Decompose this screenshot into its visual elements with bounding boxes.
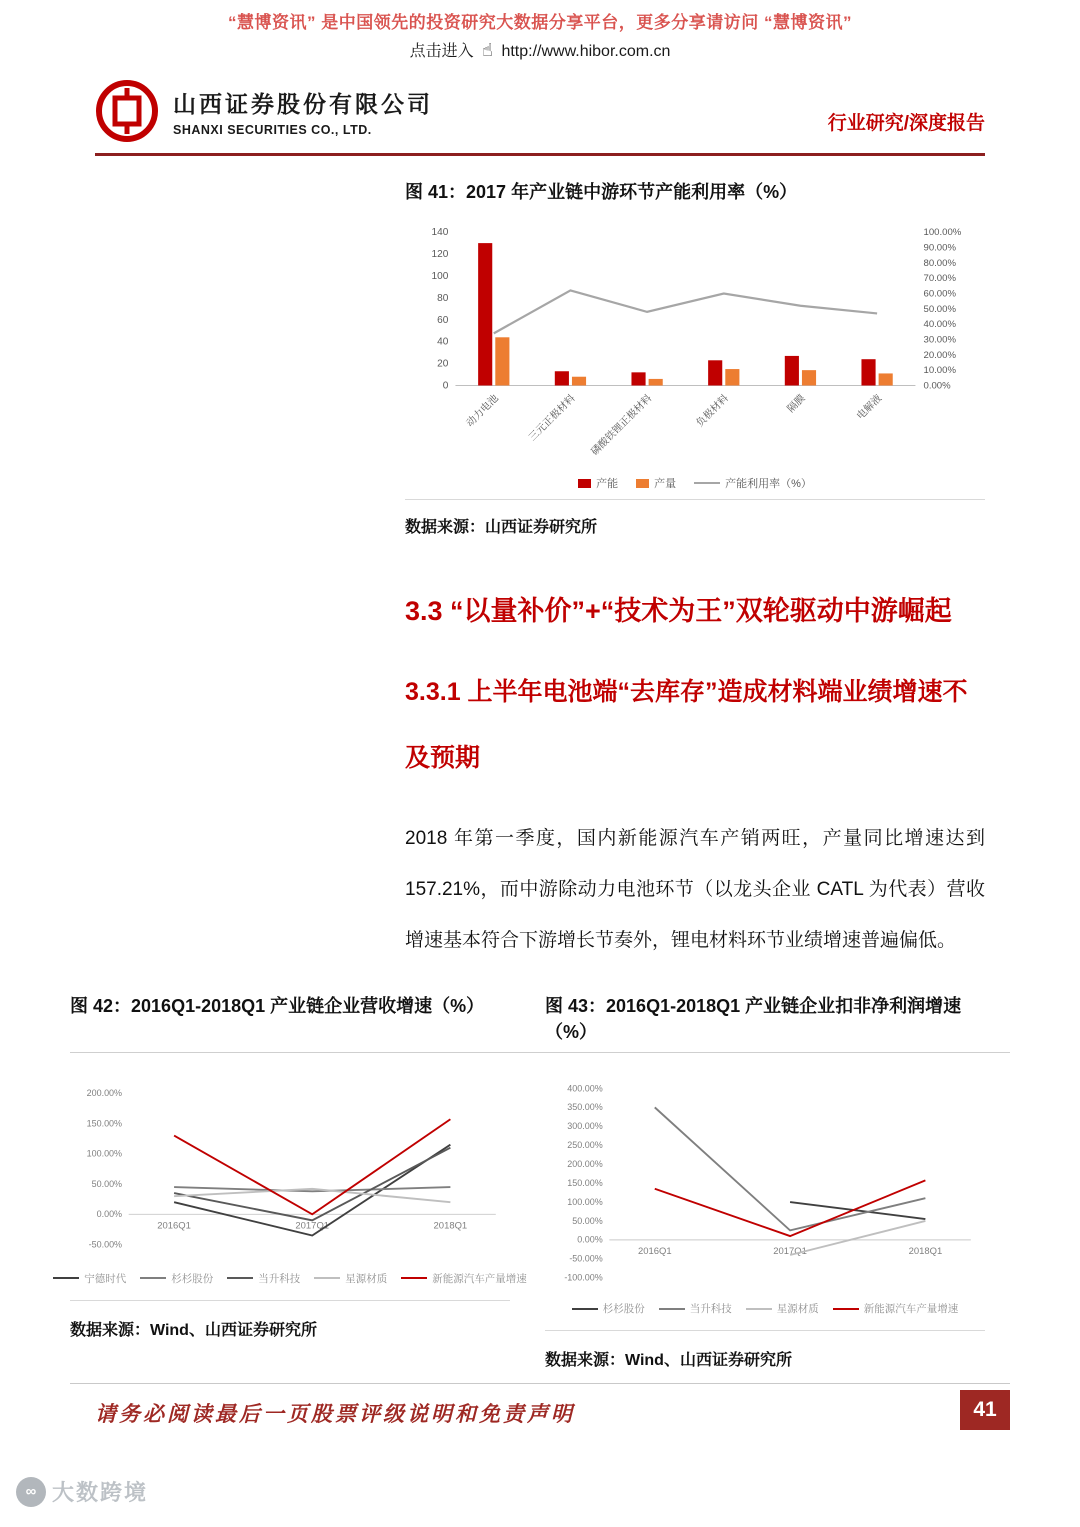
letterhead: [95, 79, 985, 143]
svg-text:0.00%: 0.00%: [577, 1234, 603, 1245]
legend-item: [314, 1271, 387, 1286]
svg-text:动力电池: 动力电池: [464, 392, 501, 430]
company-name-cn: 山西证券股份有限公司: [173, 90, 433, 117]
svg-text:90.00%: 90.00%: [923, 242, 957, 254]
figure-pair-block: [70, 992, 1010, 1370]
legend-label: 新能源汽车产量增速: [432, 1272, 527, 1285]
svg-text:2016Q1: 2016Q1: [637, 1246, 672, 1258]
figure-42-title: 图 42：2016Q1-2018Q1 产业链企业营收增速（%）: [70, 996, 485, 1017]
watermark-logo-icon: ∞: [16, 1477, 46, 1507]
fig43-legend: [545, 1301, 985, 1316]
legend-item: [53, 1271, 126, 1286]
figure-41-title: 图 41：2017 年产业链中游环节产能利用率（%）: [405, 182, 798, 202]
svg-text:100.00%: 100.00%: [567, 1197, 603, 1208]
svg-text:200.00%: 200.00%: [86, 1088, 123, 1099]
legend-label: 杉杉股份: [602, 1303, 645, 1316]
svg-text:负极材料: 负极材料: [694, 392, 731, 430]
legend-marker: [401, 1277, 427, 1279]
legend-item: [401, 1271, 527, 1286]
legend-item: [694, 475, 812, 491]
page-footer: [0, 1383, 1080, 1430]
legend-label: 当升科技: [258, 1272, 301, 1285]
legend-marker: [636, 479, 649, 488]
svg-text:50.00%: 50.00%: [572, 1215, 603, 1226]
figure-43-column: [545, 1079, 985, 1370]
svg-text:400.00%: 400.00%: [567, 1083, 603, 1094]
figure-41-block: [405, 178, 985, 537]
disclaimer-text: 请务必阅读最后一页股票评级说明和免责声明: [95, 1402, 575, 1426]
figure-pair-titles: [70, 992, 1010, 1052]
svg-text:100.00%: 100.00%: [86, 1148, 123, 1159]
legend-item: [578, 475, 618, 491]
figure-pair-charts: [70, 1052, 1010, 1370]
legend-label: 产量: [654, 478, 677, 491]
legend-item: [140, 1271, 213, 1286]
figure-42-source: 数据来源：Wind、山西证券研究所: [70, 1321, 317, 1339]
fig41-legend: [405, 475, 985, 491]
page-number-badge: 41: [960, 1390, 1010, 1430]
legend-item: [636, 475, 676, 491]
hibor-url-link[interactable]: http://www.hibor.com.cn: [501, 43, 671, 60]
svg-text:150.00%: 150.00%: [567, 1178, 603, 1189]
svg-text:80.00%: 80.00%: [923, 257, 957, 269]
legend-marker: [140, 1277, 166, 1279]
legend-label: 产能利用率（%）: [725, 478, 812, 491]
legend-label: 星源材质: [345, 1272, 388, 1285]
figure-42-chart-box: [70, 1079, 527, 1301]
promo-enter-label: 点击进入: [409, 43, 474, 60]
legend-label: 新能源汽车产量增速: [863, 1303, 959, 1316]
legend-marker: [833, 1308, 859, 1310]
svg-text:-50.00%: -50.00%: [88, 1239, 123, 1250]
svg-text:120: 120: [431, 249, 449, 261]
fig42-legend: [70, 1271, 527, 1286]
footer-inner: [70, 1383, 1010, 1430]
legend-marker: [694, 482, 720, 484]
figure-43-chart-box: [545, 1079, 985, 1331]
svg-text:50.00%: 50.00%: [91, 1179, 123, 1190]
figure-42-column: [70, 1079, 527, 1370]
svg-text:2016Q1: 2016Q1: [157, 1220, 191, 1232]
svg-text:60.00%: 60.00%: [923, 288, 957, 300]
figure-41-source: 数据来源：山西证券研究所: [405, 519, 598, 537]
legend-item: [659, 1301, 732, 1316]
svg-text:100.00%: 100.00%: [923, 227, 962, 239]
promo-banner: [0, 0, 1080, 61]
promo-line2: [0, 38, 1080, 61]
legend-marker: [578, 479, 591, 488]
figure-41-chart-box: [405, 214, 985, 500]
svg-text:0: 0: [442, 380, 449, 392]
svg-text:2018Q1: 2018Q1: [908, 1246, 943, 1258]
svg-text:电解液: 电解液: [855, 392, 885, 423]
report-type-label: 行业研究/深度报告: [827, 113, 985, 134]
legend-label: 星源材质: [776, 1303, 819, 1316]
watermark: [16, 1476, 148, 1507]
legend-item: [833, 1301, 959, 1316]
section-heading-3-3-1: 3.3.1 上半年电池端“去库存”造成材料端业绩增速不及预期: [405, 678, 968, 773]
figure-43-title: 图 43：2016Q1-2018Q1 产业链企业扣非净利润增速（%）: [545, 996, 962, 1043]
svg-text:10.00%: 10.00%: [923, 365, 957, 377]
svg-text:20.00%: 20.00%: [923, 349, 957, 361]
legend-marker: [746, 1308, 772, 1310]
svg-text:200.00%: 200.00%: [567, 1159, 603, 1170]
svg-text:三元正极材料: 三元正极材料: [527, 392, 578, 444]
svg-text:350.00%: 350.00%: [567, 1102, 603, 1113]
svg-text:150.00%: 150.00%: [86, 1118, 123, 1129]
svg-text:2018Q1: 2018Q1: [433, 1220, 468, 1232]
legend-marker: [572, 1308, 598, 1310]
svg-text:300.00%: 300.00%: [567, 1121, 603, 1132]
legend-label: 宁德时代: [84, 1272, 127, 1285]
legend-marker: [659, 1308, 685, 1310]
company-logo-icon: [95, 79, 159, 143]
fig42-line-chart: [70, 1079, 510, 1259]
svg-text:0.00%: 0.00%: [923, 380, 951, 392]
legend-marker: [314, 1277, 340, 1279]
svg-text:-100.00%: -100.00%: [564, 1272, 603, 1283]
svg-text:-50.00%: -50.00%: [569, 1253, 603, 1264]
svg-text:2017Q1: 2017Q1: [295, 1220, 330, 1232]
legend-label: 当升科技: [689, 1303, 732, 1316]
svg-text:0.00%: 0.00%: [96, 1209, 123, 1220]
svg-text:20: 20: [437, 358, 449, 370]
svg-text:40: 40: [437, 336, 449, 348]
svg-text:140: 140: [431, 227, 449, 239]
svg-text:40.00%: 40.00%: [923, 319, 957, 331]
svg-text:60: 60: [437, 314, 449, 326]
legend-marker: [53, 1277, 79, 1279]
legend-marker: [227, 1277, 253, 1279]
svg-text:80: 80: [437, 292, 449, 304]
section-heading-3-3: 3.3 “以量补价”+“技术为王”双轮驱动中游崛起: [405, 596, 952, 627]
legend-item: [227, 1271, 300, 1286]
fig43-line-chart: [545, 1079, 985, 1289]
header-rule: [95, 153, 985, 156]
svg-text:50.00%: 50.00%: [923, 303, 957, 315]
svg-text:2017Q1: 2017Q1: [773, 1246, 807, 1258]
svg-text:隔膜: 隔膜: [785, 392, 808, 415]
legend-label: 杉杉股份: [171, 1272, 214, 1285]
hand-pointer-icon: ☝: [482, 40, 493, 60]
fig41-combo-chart: [405, 214, 980, 466]
svg-text:70.00%: 70.00%: [923, 273, 957, 285]
svg-text:30.00%: 30.00%: [923, 334, 957, 346]
svg-text:磷酸铁锂正极材料: 磷酸铁锂正极材料: [589, 392, 655, 458]
figure-43-source: 数据来源：Wind、山西证券研究所: [545, 1352, 792, 1370]
legend-item: [746, 1301, 819, 1316]
legend-item: [572, 1301, 645, 1316]
brand-names: [173, 86, 433, 137]
svg-text:250.00%: 250.00%: [567, 1140, 603, 1151]
legend-label: 产能: [596, 478, 619, 491]
svg-text:100: 100: [431, 270, 449, 282]
body-paragraph: 2018 年第一季度，国内新能源汽车产销两旺，产量同比增速达到 157.21%，而中游除动力电池环节（以龙头企业 CATL 为代表）营收增速基本符合下游增长节奏外，锂电材料环节业绩增速普遍偏低。: [405, 828, 985, 952]
watermark-label: 大数跨境: [52, 1480, 149, 1505]
brand-block: [95, 79, 433, 143]
company-name-en: SHANXI SECURITIES CO., LTD.: [173, 122, 372, 137]
promo-line1: “慧博资讯” 是中国领先的投资研究大数据分享平台，更多分享请访问 “慧博资讯”: [228, 13, 852, 32]
